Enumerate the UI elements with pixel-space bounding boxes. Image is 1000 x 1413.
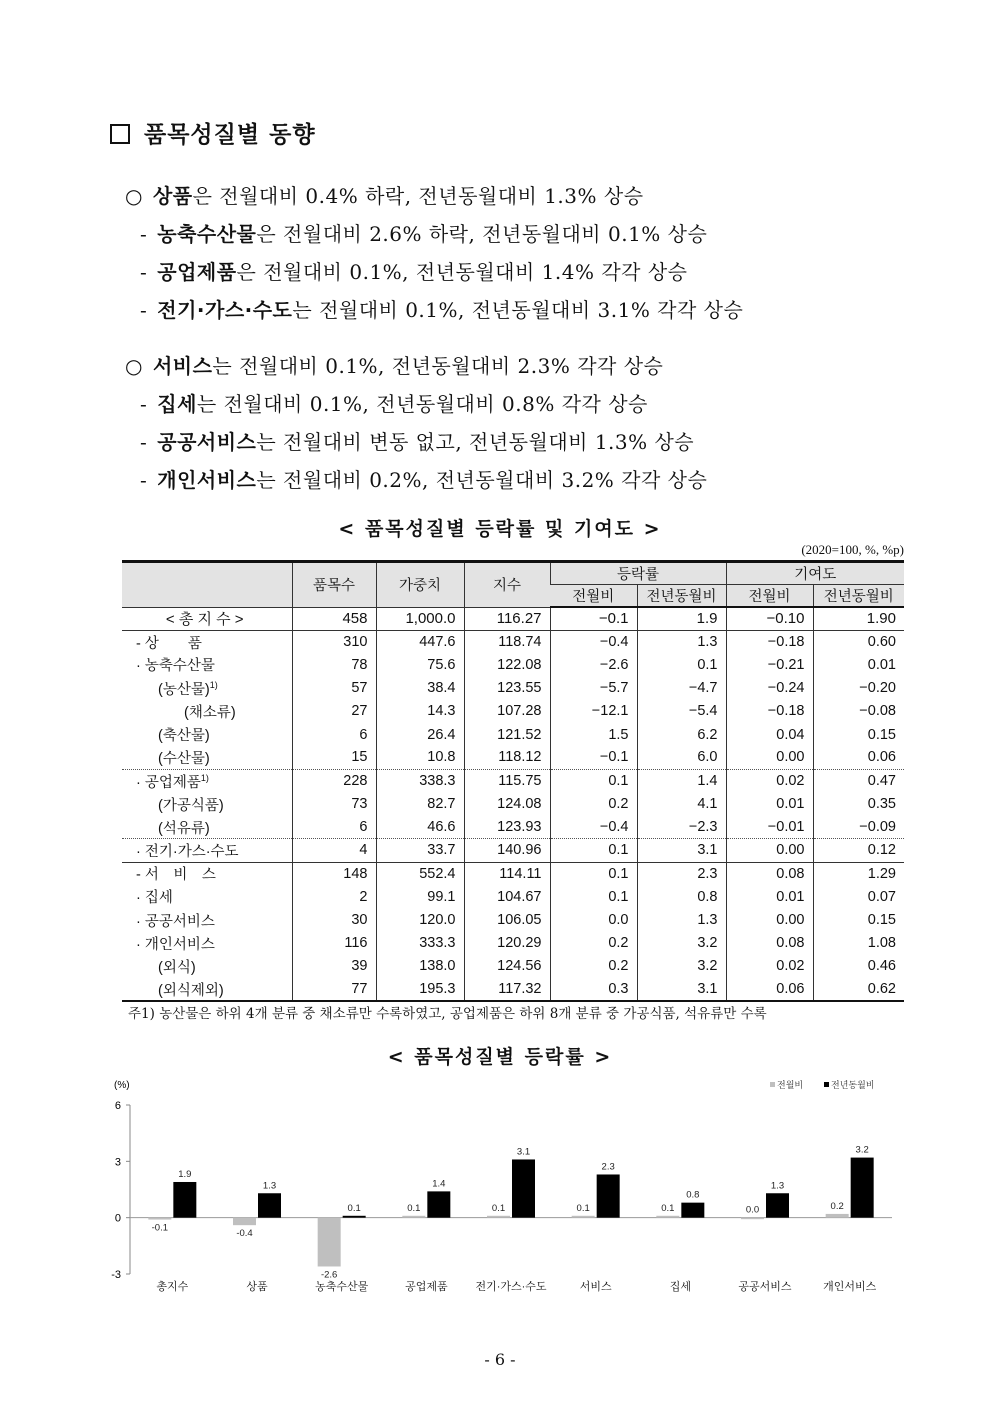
row-label-text: · 전기·가스·수도 xyxy=(136,843,239,860)
x-category-label: 개인서비스 xyxy=(823,1281,877,1293)
data-label: 0.1 xyxy=(347,1202,361,1214)
cell-weight: 26.4 xyxy=(376,723,464,746)
table-row xyxy=(122,769,904,792)
cell-c-yoy: −5.4 xyxy=(637,700,726,723)
bar-mom xyxy=(826,1214,849,1218)
cell-c-mom: −0.4 xyxy=(550,630,637,653)
bar-yoy xyxy=(851,1158,874,1218)
cell-c-mom: 1.5 xyxy=(550,723,637,746)
cell-k-mom: 0.04 xyxy=(726,723,813,746)
bar-yoy xyxy=(427,1191,450,1217)
cell-k-yoy: 0.46 xyxy=(813,955,904,978)
cell-c-mom: −0.1 xyxy=(550,607,637,630)
cell-weight: 120.0 xyxy=(376,908,464,931)
cell-weight: 1,000.0 xyxy=(376,607,464,630)
bar-mom xyxy=(656,1216,679,1218)
cell-c-yoy: 3.2 xyxy=(637,955,726,978)
table-row xyxy=(122,723,904,746)
row-label-text: · 농축수산물 xyxy=(136,658,215,675)
table-row xyxy=(122,607,904,630)
cell-items: 78 xyxy=(292,653,376,676)
x-category-label: 서비스 xyxy=(579,1281,612,1293)
cell-k-mom: 0.08 xyxy=(726,932,813,955)
row-label xyxy=(122,700,292,723)
cell-weight: 195.3 xyxy=(376,978,464,1001)
cell-weight: 82.7 xyxy=(376,793,464,816)
bar-mom xyxy=(741,1218,764,1220)
cell-index: 118.74 xyxy=(464,630,550,653)
cell-k-mom: 0.01 xyxy=(726,885,813,908)
bullet-text: 는 전월대비 0.2%, 전년동월대비 3.2% 각각 상승 xyxy=(256,468,708,492)
bar-mom xyxy=(148,1218,171,1220)
bar-yoy xyxy=(512,1159,535,1217)
cell-c-yoy: 1.9 xyxy=(637,607,726,630)
cell-k-mom: 0.06 xyxy=(726,978,813,1001)
cell-index: 122.08 xyxy=(464,653,550,676)
row-label-text: - 서 비 스 xyxy=(136,867,216,884)
row-label-text: (외식) xyxy=(158,959,196,976)
table-row xyxy=(122,677,904,700)
cell-items: 116 xyxy=(292,932,376,955)
row-label xyxy=(122,769,292,792)
cell-c-yoy: 1.3 xyxy=(637,630,726,653)
bullet-marker: - xyxy=(140,222,148,246)
row-label-text: (가공식품) xyxy=(158,797,224,814)
bullet-line xyxy=(140,256,687,285)
cell-index: 121.52 xyxy=(464,723,550,746)
data-label: 1.3 xyxy=(770,1180,785,1192)
cell-index: 140.96 xyxy=(464,839,550,862)
data-label: 1.9 xyxy=(178,1168,192,1180)
row-label-text: (축산물) xyxy=(158,728,210,745)
price-index-table xyxy=(122,560,904,1002)
cell-weight: 46.6 xyxy=(376,816,464,839)
x-category-label: 상품 xyxy=(246,1281,268,1293)
bullet-keyword: 상품 xyxy=(152,184,193,208)
cell-c-mom: 0.2 xyxy=(550,955,637,978)
cell-items: 2 xyxy=(292,885,376,908)
cell-weight: 14.3 xyxy=(376,700,464,723)
cell-weight: 138.0 xyxy=(376,955,464,978)
cell-c-mom: −2.6 xyxy=(550,653,637,676)
bullet-line xyxy=(125,350,663,379)
x-category-label: 농축수산물 xyxy=(315,1281,369,1293)
bullet-keyword: 공업제품 xyxy=(157,260,237,284)
y-tick-label: 0 xyxy=(114,1212,121,1225)
cell-c-mom: −0.4 xyxy=(550,816,637,839)
bullet-text: 은 전월대비 0.4% 하락, 전년동월대비 1.3% 상승 xyxy=(192,184,644,208)
cell-k-mom: 0.02 xyxy=(726,955,813,978)
cell-index: 120.29 xyxy=(464,932,550,955)
cell-items: 148 xyxy=(292,862,376,885)
cell-k-yoy: 0.15 xyxy=(813,723,904,746)
cell-k-mom: −0.01 xyxy=(726,816,813,839)
cell-weight: 10.8 xyxy=(376,746,464,769)
table-row xyxy=(122,630,904,653)
cell-index: 104.67 xyxy=(464,885,550,908)
cell-weight: 38.4 xyxy=(376,677,464,700)
cell-k-yoy: 1.29 xyxy=(813,862,904,885)
bar-yoy xyxy=(597,1174,620,1217)
cell-items: 458 xyxy=(292,607,376,630)
header-weight: 가중치 xyxy=(376,562,464,608)
row-label-text: · 공공서비스 xyxy=(136,913,215,930)
row-label-text: (외식제외) xyxy=(158,982,224,999)
cell-c-yoy: 3.2 xyxy=(637,932,726,955)
bullet-keyword: 농축수산물 xyxy=(157,222,257,246)
data-label: 0.1 xyxy=(661,1202,675,1214)
cell-k-yoy: 0.12 xyxy=(813,839,904,862)
row-label xyxy=(122,955,292,978)
table-row xyxy=(122,816,904,839)
cell-k-yoy: 0.35 xyxy=(813,793,904,816)
x-category-label: 전기·가스·수도 xyxy=(475,1281,547,1293)
cell-index: 115.75 xyxy=(464,769,550,792)
table-row xyxy=(122,955,904,978)
cell-items: 77 xyxy=(292,978,376,1001)
cell-k-yoy: 0.06 xyxy=(813,746,904,769)
row-label xyxy=(122,723,292,746)
bullet-text: 는 전월대비 변동 없고, 전년동월대비 1.3% 상승 xyxy=(256,430,695,454)
table-unit: (2020=100, %, %p) xyxy=(801,542,904,557)
legend-label: 전년동월비 xyxy=(831,1080,875,1090)
cell-c-mom: 0.1 xyxy=(550,769,637,792)
data-label: 3.1 xyxy=(516,1146,531,1158)
cell-k-yoy: 1.90 xyxy=(813,607,904,630)
table-footnote: 주1) 농산물은 하위 4개 분류 중 채소류만 수록하였고, 공업제품은 하위 8개 분류 중 가공식품, 석유류만 수록 xyxy=(128,1006,767,1022)
row-label-text: < 총 지 수 > xyxy=(165,611,244,629)
bullet-keyword: 공공서비스 xyxy=(157,430,257,454)
data-label: 0.2 xyxy=(830,1200,844,1212)
cell-items: 6 xyxy=(292,723,376,746)
bar-mom xyxy=(233,1218,256,1226)
cell-k-mom: 0.00 xyxy=(726,839,813,862)
cell-items: 228 xyxy=(292,769,376,792)
data-label: 0.1 xyxy=(576,1202,590,1214)
bullet-text: 는 전월대비 0.1%, 전년동월대비 2.3% 각각 상승 xyxy=(212,354,664,378)
header-contrib-mom: 전월비 xyxy=(726,585,813,608)
cell-k-mom: −0.24 xyxy=(726,677,813,700)
cell-index: 123.93 xyxy=(464,816,550,839)
table-title: < 품목성질별 등락률 및 기여도 > xyxy=(338,518,662,540)
cell-c-mom: 0.0 xyxy=(550,908,637,931)
cell-c-mom: 0.3 xyxy=(550,978,637,1001)
cell-items: 30 xyxy=(292,908,376,931)
row-label-text: (채소류) xyxy=(184,704,236,721)
cell-weight: 33.7 xyxy=(376,839,464,862)
section-heading xyxy=(110,116,316,149)
cell-k-mom: −0.10 xyxy=(726,607,813,630)
y-tick-label: -3 xyxy=(111,1269,121,1281)
data-label: -0.4 xyxy=(236,1228,253,1240)
cell-items: 4 xyxy=(292,839,376,862)
cell-c-yoy: 2.3 xyxy=(637,862,726,885)
cell-c-yoy: 1.4 xyxy=(637,769,726,792)
table-row xyxy=(122,862,904,885)
cell-c-mom: 0.1 xyxy=(550,862,637,885)
legend-label: 전월비 xyxy=(777,1080,804,1090)
cell-weight: 333.3 xyxy=(376,932,464,955)
data-label: 0.1 xyxy=(407,1202,421,1214)
bar-yoy xyxy=(766,1193,789,1217)
cell-index: 106.05 xyxy=(464,908,550,931)
cell-items: 6 xyxy=(292,816,376,839)
bullet-keyword: 서비스 xyxy=(152,354,213,378)
bar-mom xyxy=(318,1218,341,1267)
cell-k-yoy: 0.15 xyxy=(813,908,904,931)
bar-mom xyxy=(572,1216,595,1218)
bullet-marker: ○ xyxy=(125,184,143,208)
row-label xyxy=(122,630,292,653)
cell-k-yoy: 0.60 xyxy=(813,630,904,653)
section-heading-text: 품목성질별 동향 xyxy=(144,121,316,148)
table-row xyxy=(122,746,904,769)
header-contrib-yoy: 전년동월비 xyxy=(813,585,904,608)
table-row xyxy=(122,932,904,955)
bullet-marker: - xyxy=(140,260,148,284)
cell-k-mom: 0.00 xyxy=(726,908,813,931)
cell-index: 114.11 xyxy=(464,862,550,885)
bullet-marker: - xyxy=(140,468,148,492)
cell-index: 123.55 xyxy=(464,677,550,700)
cell-index: 107.28 xyxy=(464,700,550,723)
bullet-text: 은 전월대비 0.1%, 전년동월대비 1.4% 각각 상승 xyxy=(236,260,688,284)
row-label-text: · 개인서비스 xyxy=(136,936,215,953)
x-category-label: 공공서비스 xyxy=(738,1281,792,1293)
row-label-text: · 집세 xyxy=(136,890,173,907)
table-row xyxy=(122,908,904,931)
cell-weight: 552.4 xyxy=(376,862,464,885)
data-label: 2.3 xyxy=(601,1161,615,1173)
row-label-text: - 상 품 xyxy=(136,635,202,652)
cell-c-mom: 0.2 xyxy=(550,932,637,955)
cell-index: 124.56 xyxy=(464,955,550,978)
row-label xyxy=(122,978,292,1001)
cell-c-mom: −12.1 xyxy=(550,700,637,723)
bullet-line xyxy=(140,294,743,323)
bar-mom xyxy=(487,1216,510,1218)
table-row xyxy=(122,978,904,1001)
header-change-rate: 등락률 xyxy=(550,562,726,585)
cell-k-mom: 0.00 xyxy=(726,746,813,769)
cell-weight: 447.6 xyxy=(376,630,464,653)
cell-c-yoy: 3.1 xyxy=(637,978,726,1001)
cell-items: 15 xyxy=(292,746,376,769)
row-label xyxy=(122,862,292,885)
y-tick-label: 3 xyxy=(114,1156,121,1169)
bullet-text: 는 전월대비 0.1%, 전년동월대비 0.8% 각각 상승 xyxy=(196,392,648,416)
cell-c-yoy: 3.1 xyxy=(637,839,726,862)
bullet-line xyxy=(140,426,694,455)
row-label xyxy=(122,746,292,769)
data-label: 0.1 xyxy=(491,1202,506,1214)
cell-items: 27 xyxy=(292,700,376,723)
cell-k-yoy: −0.20 xyxy=(813,677,904,700)
cell-c-yoy: 0.8 xyxy=(637,885,726,908)
cell-k-yoy: 0.01 xyxy=(813,653,904,676)
cell-c-yoy: −4.7 xyxy=(637,677,726,700)
y-axis-label: (%) xyxy=(114,1080,130,1091)
row-label xyxy=(122,653,292,676)
row-label xyxy=(122,816,292,839)
row-label xyxy=(122,839,292,862)
change-rate-bar-chart xyxy=(100,1070,900,1300)
bar-yoy xyxy=(173,1182,196,1218)
header-change-yoy: 전년동월비 xyxy=(637,585,726,608)
cell-index: 118.12 xyxy=(464,746,550,769)
footnote-marker: 1) xyxy=(209,679,218,690)
header-items: 품목수 xyxy=(292,562,376,608)
row-label xyxy=(122,677,292,700)
row-label xyxy=(122,908,292,931)
cell-items: 310 xyxy=(292,630,376,653)
row-label xyxy=(122,932,292,955)
cell-k-yoy: −0.09 xyxy=(813,816,904,839)
table-row xyxy=(122,653,904,676)
cell-k-yoy: 0.62 xyxy=(813,978,904,1001)
cell-items: 73 xyxy=(292,793,376,816)
data-label: 0.8 xyxy=(686,1189,700,1201)
cell-k-mom: 0.01 xyxy=(726,793,813,816)
data-label: 0.0 xyxy=(745,1204,760,1216)
table-row xyxy=(122,793,904,816)
row-label-text: (석유류) xyxy=(158,820,210,837)
legend-swatch xyxy=(770,1082,775,1087)
row-label xyxy=(122,607,292,630)
row-label-text: · 공업제품 xyxy=(136,774,201,791)
bullet-keyword: 집세 xyxy=(157,392,197,416)
cell-k-mom: −0.21 xyxy=(726,653,813,676)
footnote-marker: 1) xyxy=(200,772,209,783)
row-label-text: (농산물) xyxy=(158,681,210,698)
cell-c-mom: −5.7 xyxy=(550,677,637,700)
cell-c-yoy: −2.3 xyxy=(637,816,726,839)
bullet-keyword: 전기·가스·수도 xyxy=(157,298,293,322)
table-row xyxy=(122,839,904,862)
x-category-label: 공업제품 xyxy=(405,1281,448,1293)
cell-index: 117.32 xyxy=(464,978,550,1001)
cell-k-yoy: −0.08 xyxy=(813,700,904,723)
row-label xyxy=(122,885,292,908)
cell-weight: 75.6 xyxy=(376,653,464,676)
header-change-mom: 전월비 xyxy=(550,585,637,608)
legend-swatch xyxy=(824,1082,829,1087)
cell-index: 124.08 xyxy=(464,793,550,816)
bar-yoy xyxy=(258,1193,281,1217)
cell-k-yoy: 1.08 xyxy=(813,932,904,955)
chart-title: < 품목성질별 등락률 > xyxy=(387,1046,613,1068)
bullet-marker: ○ xyxy=(125,354,143,378)
cell-items: 39 xyxy=(292,955,376,978)
data-label: 1.4 xyxy=(432,1178,446,1190)
x-category-label: 집세 xyxy=(669,1281,691,1293)
bar-yoy xyxy=(343,1216,366,1218)
x-category-label: 총지수 xyxy=(156,1281,189,1293)
cell-weight: 338.3 xyxy=(376,769,464,792)
bullet-marker: - xyxy=(140,298,148,322)
table-row xyxy=(122,700,904,723)
cell-c-mom: −0.1 xyxy=(550,746,637,769)
bullet-line xyxy=(140,388,648,417)
cell-k-yoy: 0.07 xyxy=(813,885,904,908)
bullet-line xyxy=(125,180,644,209)
cell-c-yoy: 6.0 xyxy=(637,746,726,769)
table-row xyxy=(122,885,904,908)
cell-c-mom: 0.1 xyxy=(550,885,637,908)
bullet-marker: - xyxy=(140,430,148,454)
page-number: - 6 - xyxy=(484,1350,516,1369)
bullet-keyword: 개인서비스 xyxy=(157,468,257,492)
cell-c-mom: 0.1 xyxy=(550,839,637,862)
cell-k-yoy: 0.47 xyxy=(813,769,904,792)
bullet-text: 은 전월대비 2.6% 하락, 전년동월대비 0.1% 상승 xyxy=(256,222,708,246)
y-tick-label: 6 xyxy=(114,1100,121,1112)
cell-k-mom: 0.02 xyxy=(726,769,813,792)
data-label: 1.3 xyxy=(262,1180,277,1192)
bullet-line xyxy=(140,218,707,247)
cell-c-yoy: 6.2 xyxy=(637,723,726,746)
cell-k-mom: −0.18 xyxy=(726,700,813,723)
cell-index: 116.27 xyxy=(464,607,550,630)
bullet-line xyxy=(140,464,707,493)
header-index: 지수 xyxy=(464,562,550,608)
data-label: -2.6 xyxy=(320,1269,338,1281)
bar-yoy xyxy=(681,1203,704,1218)
header-blank xyxy=(122,562,292,608)
data-label: 3.2 xyxy=(855,1144,869,1156)
cell-c-yoy: 1.3 xyxy=(637,908,726,931)
cell-c-yoy: 4.1 xyxy=(637,793,726,816)
cell-k-mom: −0.18 xyxy=(726,630,813,653)
cell-k-mom: 0.08 xyxy=(726,862,813,885)
header-contribution: 기여도 xyxy=(726,562,904,585)
data-label: -0.1 xyxy=(151,1222,169,1234)
checkbox-square-icon xyxy=(110,124,130,144)
bar-mom xyxy=(402,1216,425,1218)
cell-weight: 99.1 xyxy=(376,885,464,908)
row-label xyxy=(122,793,292,816)
bullet-marker: - xyxy=(140,392,148,416)
cell-items: 57 xyxy=(292,677,376,700)
row-label-text: (수산물) xyxy=(158,750,210,767)
cell-c-mom: 0.2 xyxy=(550,793,637,816)
bullet-text: 는 전월대비 0.1%, 전년동월대비 3.1% 각각 상승 xyxy=(292,298,744,322)
cell-c-yoy: 0.1 xyxy=(637,653,726,676)
